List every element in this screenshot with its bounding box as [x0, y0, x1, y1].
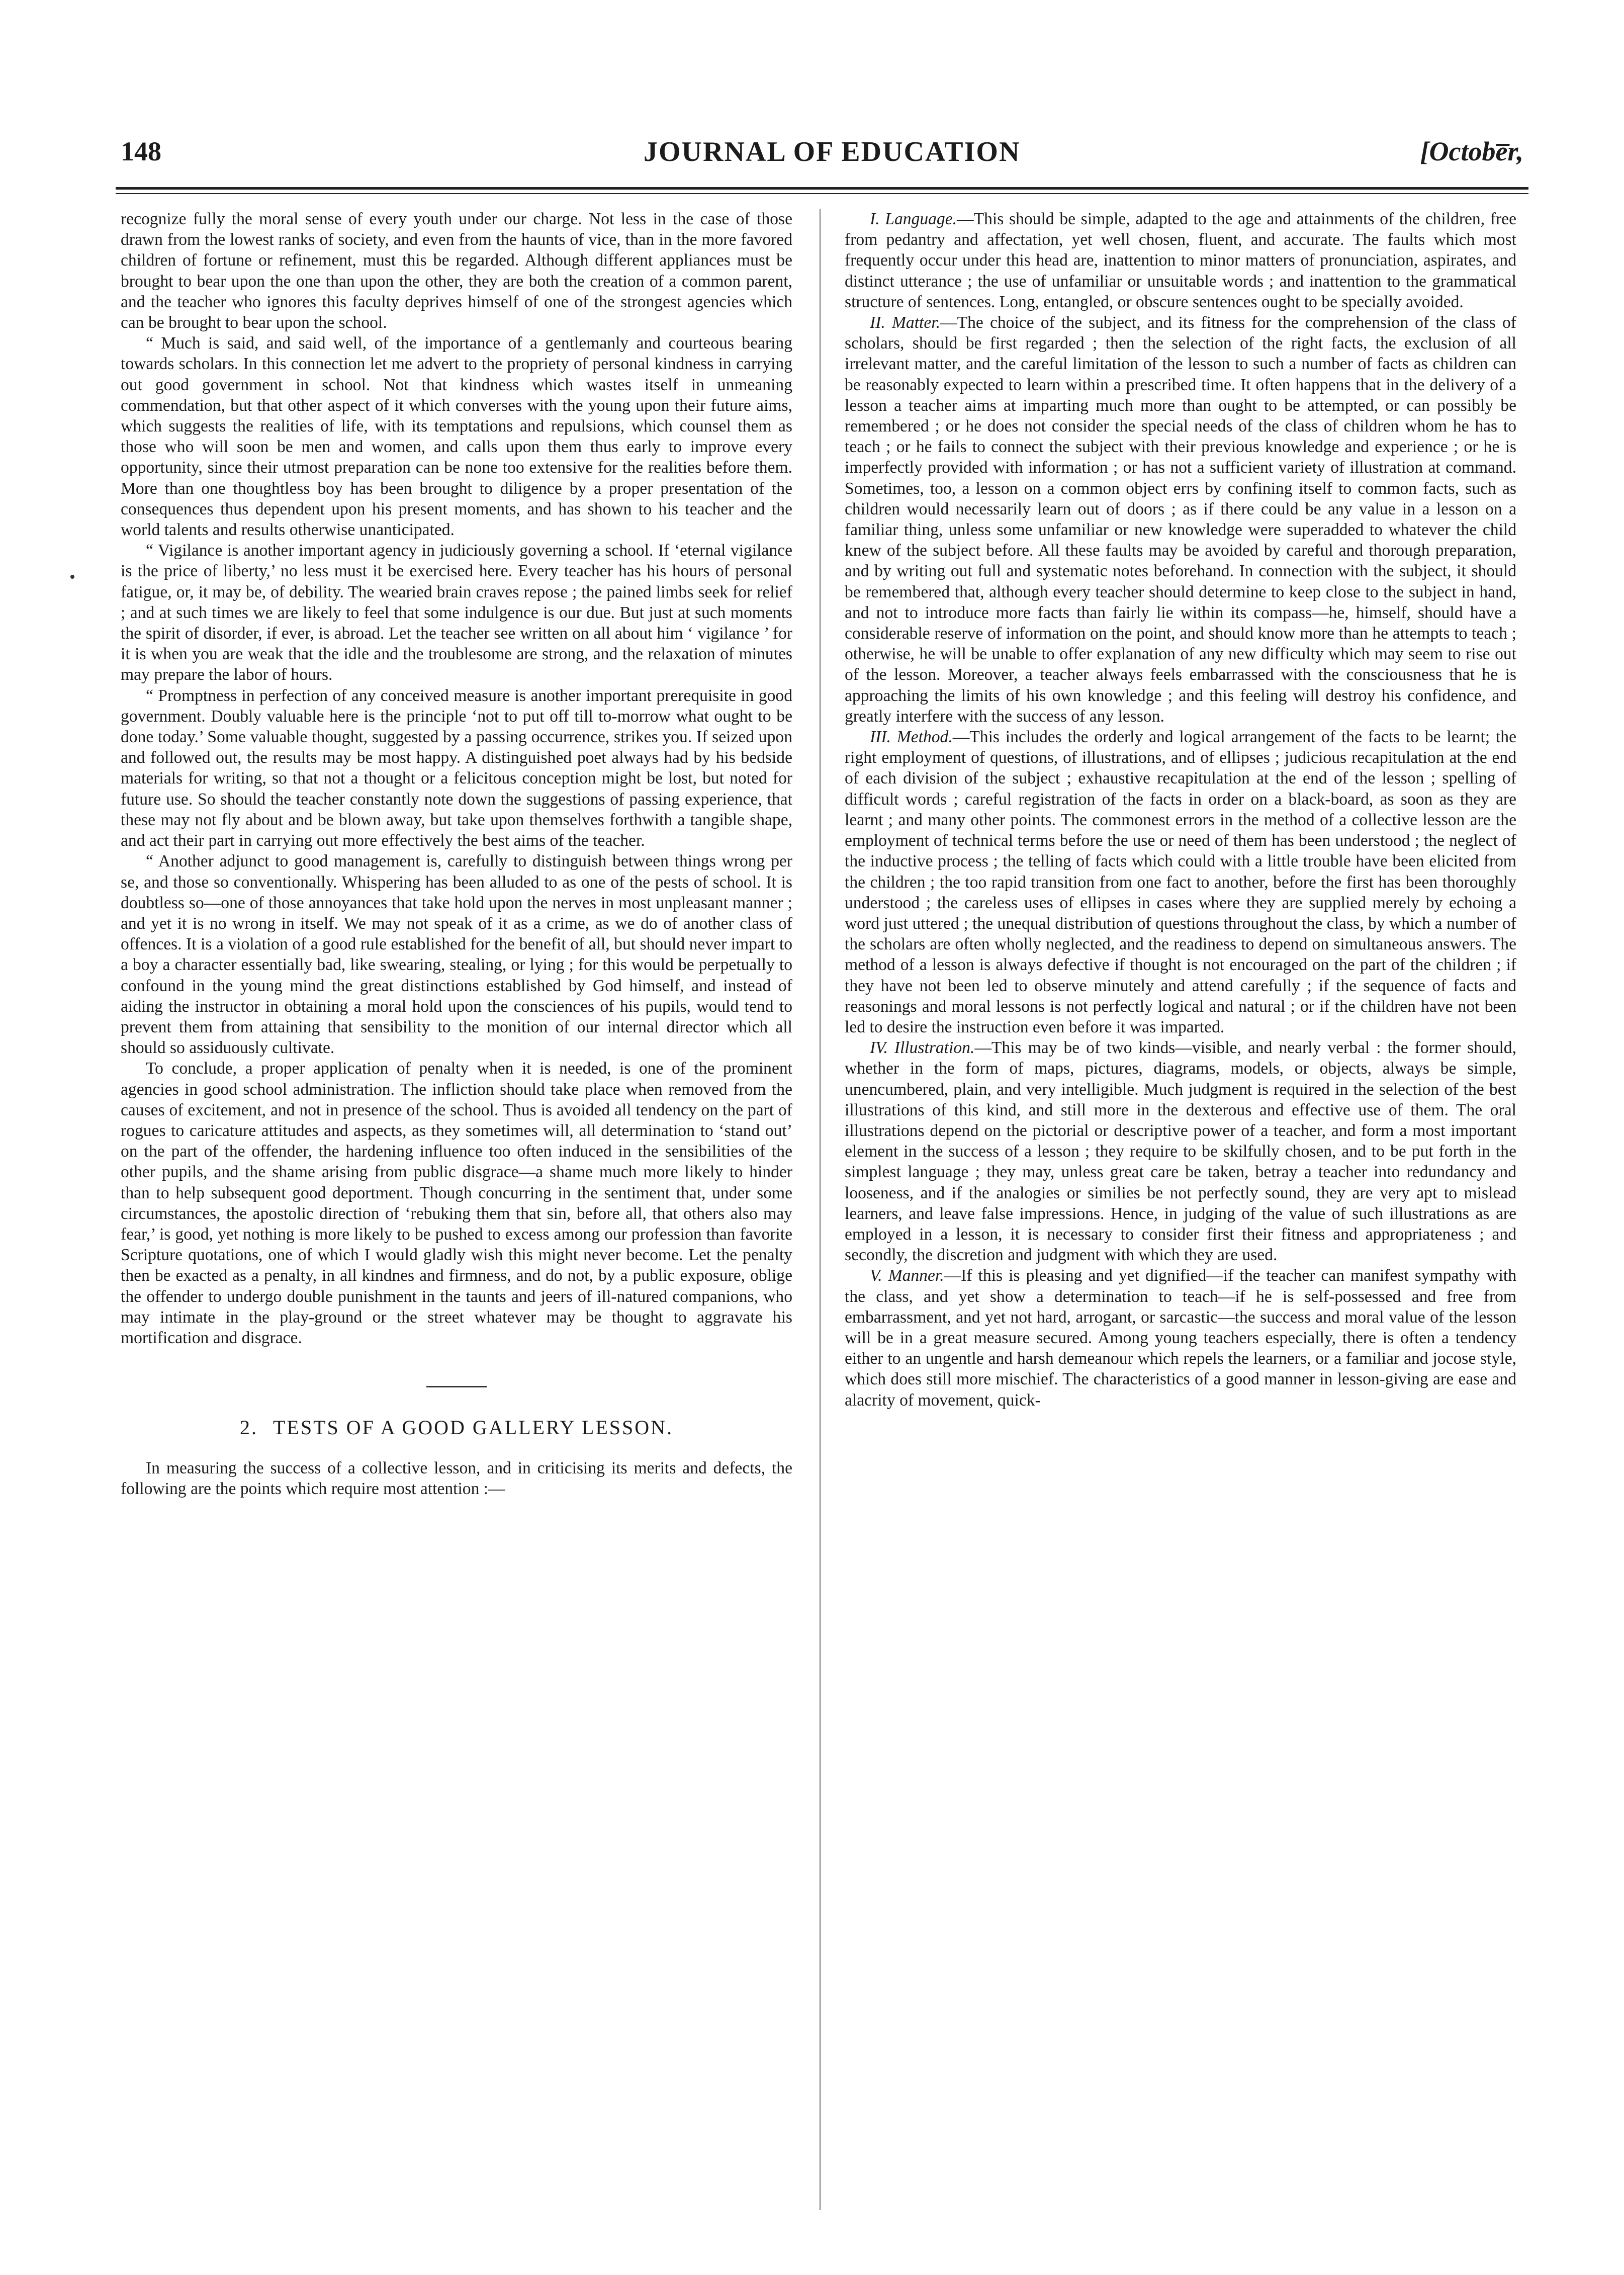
item-text: —The choice of the subject, and its fitness for the comprehension of the class of scholars, should be first regarded ; then the selection of the right facts, the exclusion of all irrelevant matter, and the careful limitation of the lesson to such a number of facts as children can be reasonably expected to learn within a prescribed time. It often happens that in the delivery of a lesson a teacher aims at imparting much more than ought to be attempted, or can possibly be remembered ; or he does not consider the special needs of the class of children whom he has to teach ; or he fails to connect the subject with their previous knowledge and experience ; or he is imperfectly provided with information ; or has not a sufficient variety of illustration at command. Sometimes, too, a lesson on a common object errs by confining itself to common facts, such as children would necessarily learn out of doors ; as if there could be any value in a lesson on a familiar thing, unless some unfamiliar or new knowledge were superadded to whatever the child knew of the subject before. All these faults may be avoided by careful and thorough preparation, and by writing out full and systematic notes beforehand. In connection with the subject, it should be remembered that, although every teacher should determine to keep close to the subject in hand, and not to introduce more facts than fairly lie within its compass—he, himself, should have a considerable reserve of information on the point, and should know more than he attempts to teach ; otherwise, he will be unable to offer explanation of any new difficulty which may seem to rise out of the lesson. Moreover, a teacher always feels embarrassed with the consciousness that he is approaching the limits of his own knowledge ; and this feeling will destroy his confidence, and greatly interfere with the success of any lesson.	[845, 313, 1516, 726]
test-item-illustration	[845, 1037, 1516, 1265]
item-text: —This includes the orderly and logical arrangement of the facts to be learnt; the right employment of questions, of illustrations, and of ellipses ; judicious recapitulation at the end of each division of the subject ; exhaustive recapitulation at the end of the lesson ; spelling of difficult words ; careful registration of the facts in order on a black-board, as soon as they are learnt ; and many other points. The commonest errors in the method of a collective lesson are the employment of technical terms before the use or need of them has been understood ; the neglect of the inductive process ; the telling of facts which could with a little trouble have been elicited from the children ; the too rapid transition from one fact to another, before the first has been thoroughly understood ; the careless uses of ellipses in cases where they are supplied merely by echoing a word just uttered ; the unequal distribution of questions throughout the class, by which a number of the scholars are often wholly neglected, and the readiness to depend on simultaneous answers. The method of a lesson is always defective if thought is not encouraged on the part of the children ; if they have not been led to observe minutely and attend carefully ; if the sequence of facts and reasonings and moral lessons is not perfectly logical and natural ; or if the children have not been led to desire the instruction even before it was imparted.	[845, 728, 1516, 1036]
item-lead: V. Manner.	[870, 1266, 944, 1285]
column-divider	[820, 209, 821, 2210]
issue-month: [Octobe̅r,	[1420, 136, 1523, 166]
right-column	[845, 209, 1516, 2200]
section-intro: In measuring the success of a collective lesson, and in criticising its merits and defects, the following are the points which require most attention :—	[121, 1459, 792, 1499]
item-text: —This should be simple, adapted to the age and attainments of the children, free from pedantry and affectation, yet well chosen, fluent, and accurate. The faults which most frequently occur under this head are, inattention to minor matters of pronunciation, aspirates, and distinct utterance ; the use of unfamiliar or unsuitable words ; and inattention to the grammatical structure of sentences. Long, entangled, or obscure sentences ought to be specially avoided.	[845, 210, 1516, 311]
paragraph: “ Vigilance is another important agency in judiciously governing a school. If ‘eternal vigilance is the price of liberty,’ no less must it be exercised here. Every teacher has his hours of personal fatigue, or, it may be, of debility. The wearied brain craves repose ; the pained limbs seek for relief ; and at such times we are likely to feel that some indulgence is our due. But just at such moments the spirit of disorder, if ever, is abroad. Let the teacher see written on all about him ‘ vigilance ’ for it is when you are weak that the idle and the troublesome are strong, and the relaxation of minutes may prepare the labor of hours.	[121, 541, 792, 684]
item-lead: I. Language.	[870, 210, 957, 228]
item-text: —This may be of two kinds—visible, and nearly verbal : the former should, whether in the form of maps, pictures, diagrams, models, or objects, always be simple, unencumbered, plain, and very intelligible. Much judgment is required in the selection of the best illustrations of this kind, and still more in the dexterous and effective use of them. The oral illustrations depend on the pictorial or descriptive power of a teacher, and form a most important element in the success of a lesson ; they require to be skilfully chosen, and to be put forth in the simplest language ; they may, unless great care be taken, betray a teacher into redundancy and looseness, and if the analogies or similies be not perfectly sound, they are very apt to mislead learners, and leave false impressions. Hence, in judging of the value of such illustrations as are employed in a lesson, it is necessary to consider first their fitness and appropriateness ; and secondly, the discretion and judgment with which they are used.	[845, 1038, 1516, 1265]
paragraph: recognize fully the moral sense of every youth under our charge. Not less in the case of those drawn from the lowest ranks of society, and even from the haunts of vice, than in the more favored children of fortune or refinement, must this be regarded. Although different appliances must be brought to bear upon the one than upon the other, they are both the creation of a common parent, and the teacher who ignores this faculty deprives himself of one of the strongest agencies which can be brought to bear upon the school.	[121, 210, 792, 332]
test-item-language	[845, 209, 1516, 312]
section-number: 2.	[239, 1416, 258, 1439]
item-text: —If this is pleasing and yet dignified—if the teacher can manifest sympathy with the class, and yet show a determination to teach—if he is self-possessed and free from embarrassment, and yet not hard, arrogant, or sarcastic—the success and moral value of the lesson will be in a great measure secured. Among young teachers especially, there is often a tendency either to an ungentle and harsh demeanour which repels the learners, or a familiar and jocose style, which does still more mischief. The characteristics of a good manner in lesson-giving are ease and alacrity of movement, quick-	[845, 1266, 1516, 1410]
header-rule-thin	[116, 193, 1528, 194]
page-number: 148	[121, 136, 161, 166]
header-rule	[116, 187, 1528, 190]
left-column	[121, 209, 792, 2200]
paragraph: “ Promptness in perfection of any conceived measure is another important prerequisite in good government. Doubly valuable here is the principle ‘not to put off till to-morrow what ought to be done today.’ Some valuable thought, suggested by a passing occurrence, strikes you. If seized upon and followed out, the results may be most happy. A distinguished poet always had by his bedside materials for writing, so that not a thought or a felicitous conception might be lost, but noted for future use. So should the teacher constantly note down the suggestions of passing experience, that these may not fly about and be blown away, but take upon themselves forthwith a tangible shape, and act their part in carrying out more effectively the best aims of the teacher.	[121, 686, 792, 850]
section-heading	[121, 1413, 792, 1443]
paragraph: “ Another adjunct to good management is, carefully to distinguish between things wrong per se, and those so conventionally. Whispering has been alluded to as one of the pests of school. It is doubtless so—one of those annoyances that take hold upon the nerves in most unpleasant manner ; and yet it is no wrong in itself. We may not speak of it as a crime, as we do of another class of offences. It is a violation of a good rule established for the benefit of all, but should never impart to a boy a character essentially bad, like swearing, stealing, or lying ; for this would be perpetually to confound in the young mind the great distinctions established by God himself, and instead of aiding the instructor in obtaining a moral hold upon the consciences of his pupils, would tend to prevent them from attaining that sensibility to the monition of our internal director which all should so assiduously cultivate.	[121, 852, 792, 1058]
item-lead: III. Method.	[870, 728, 953, 747]
test-item-manner	[845, 1265, 1516, 1410]
item-lead: IV. Illustration.	[870, 1038, 975, 1058]
paragraph: To conclude, a proper application of penalty when it is needed, is one of the prominent agencies in good school administration. The infliction should take place when removed from the causes of excitement, and not in presence of the school. Thus is avoided all tendency on the part of rogues to caricature attitudes and aspects, as they sometimes will, all determination to ‘stand out’ on the part of the offender, the hardening influence too often induced in the sensibilities of the other pupils, and the shame arising from public disgrace—a shame much more likely to hinder than to help subsequent good deportment. Though concurring in the sentiment that, under some circumstances, the apostolic direction of ‘rebuking them that sin, before all, that others also may fear,’ is good, yet nothing is more likely to be pushed to excess among our profession than favorite Scripture quotations, one of which I would gladly wish this might never become. Let the penalty then be exacted as a penalty, in all kindnes and firmness, and do not, by a public exposure, oblige the offender to undergo double punishment in the taunts and jeers of ill-natured companions, who may intimate in the play-ground or the street whatever may be thought to aggravate his mortification and disgrace.	[121, 1059, 792, 1347]
section-separator	[426, 1386, 487, 1387]
test-item-matter	[845, 312, 1516, 727]
running-header	[121, 136, 1523, 181]
paragraph: “ Much is said, and said well, of the importance of a gentlemanly and courteous bearing towards scholars. In this connection let me advert to the propriety of personal kindness in carrying out good government in school. Not that kindness which wastes itself in unmeaning commendation, but that other aspect of it which converses with the young upon their future aims, which suggests the realities of life, with its temptations and repulsions, which counsel them as those who will soon be men and women, and calls upon them thus early to improve every opportunity, since their utmost preparation can be none too extensive for the realities before them. More than one thoughtless boy has been brought to diligence by a proper presentation of the consequences thus dependent upon his present moments, and has shown to his teacher and the world talents and results otherwise unanticipated.	[121, 334, 792, 540]
section-title: TESTS OF A GOOD GALLERY LESSON.	[273, 1416, 674, 1439]
journal-title: JOURNAL OF EDUCATION	[644, 136, 1021, 167]
margin-dot	[70, 575, 74, 579]
test-item-method	[845, 727, 1516, 1037]
item-lead: II. Matter.	[870, 313, 941, 332]
